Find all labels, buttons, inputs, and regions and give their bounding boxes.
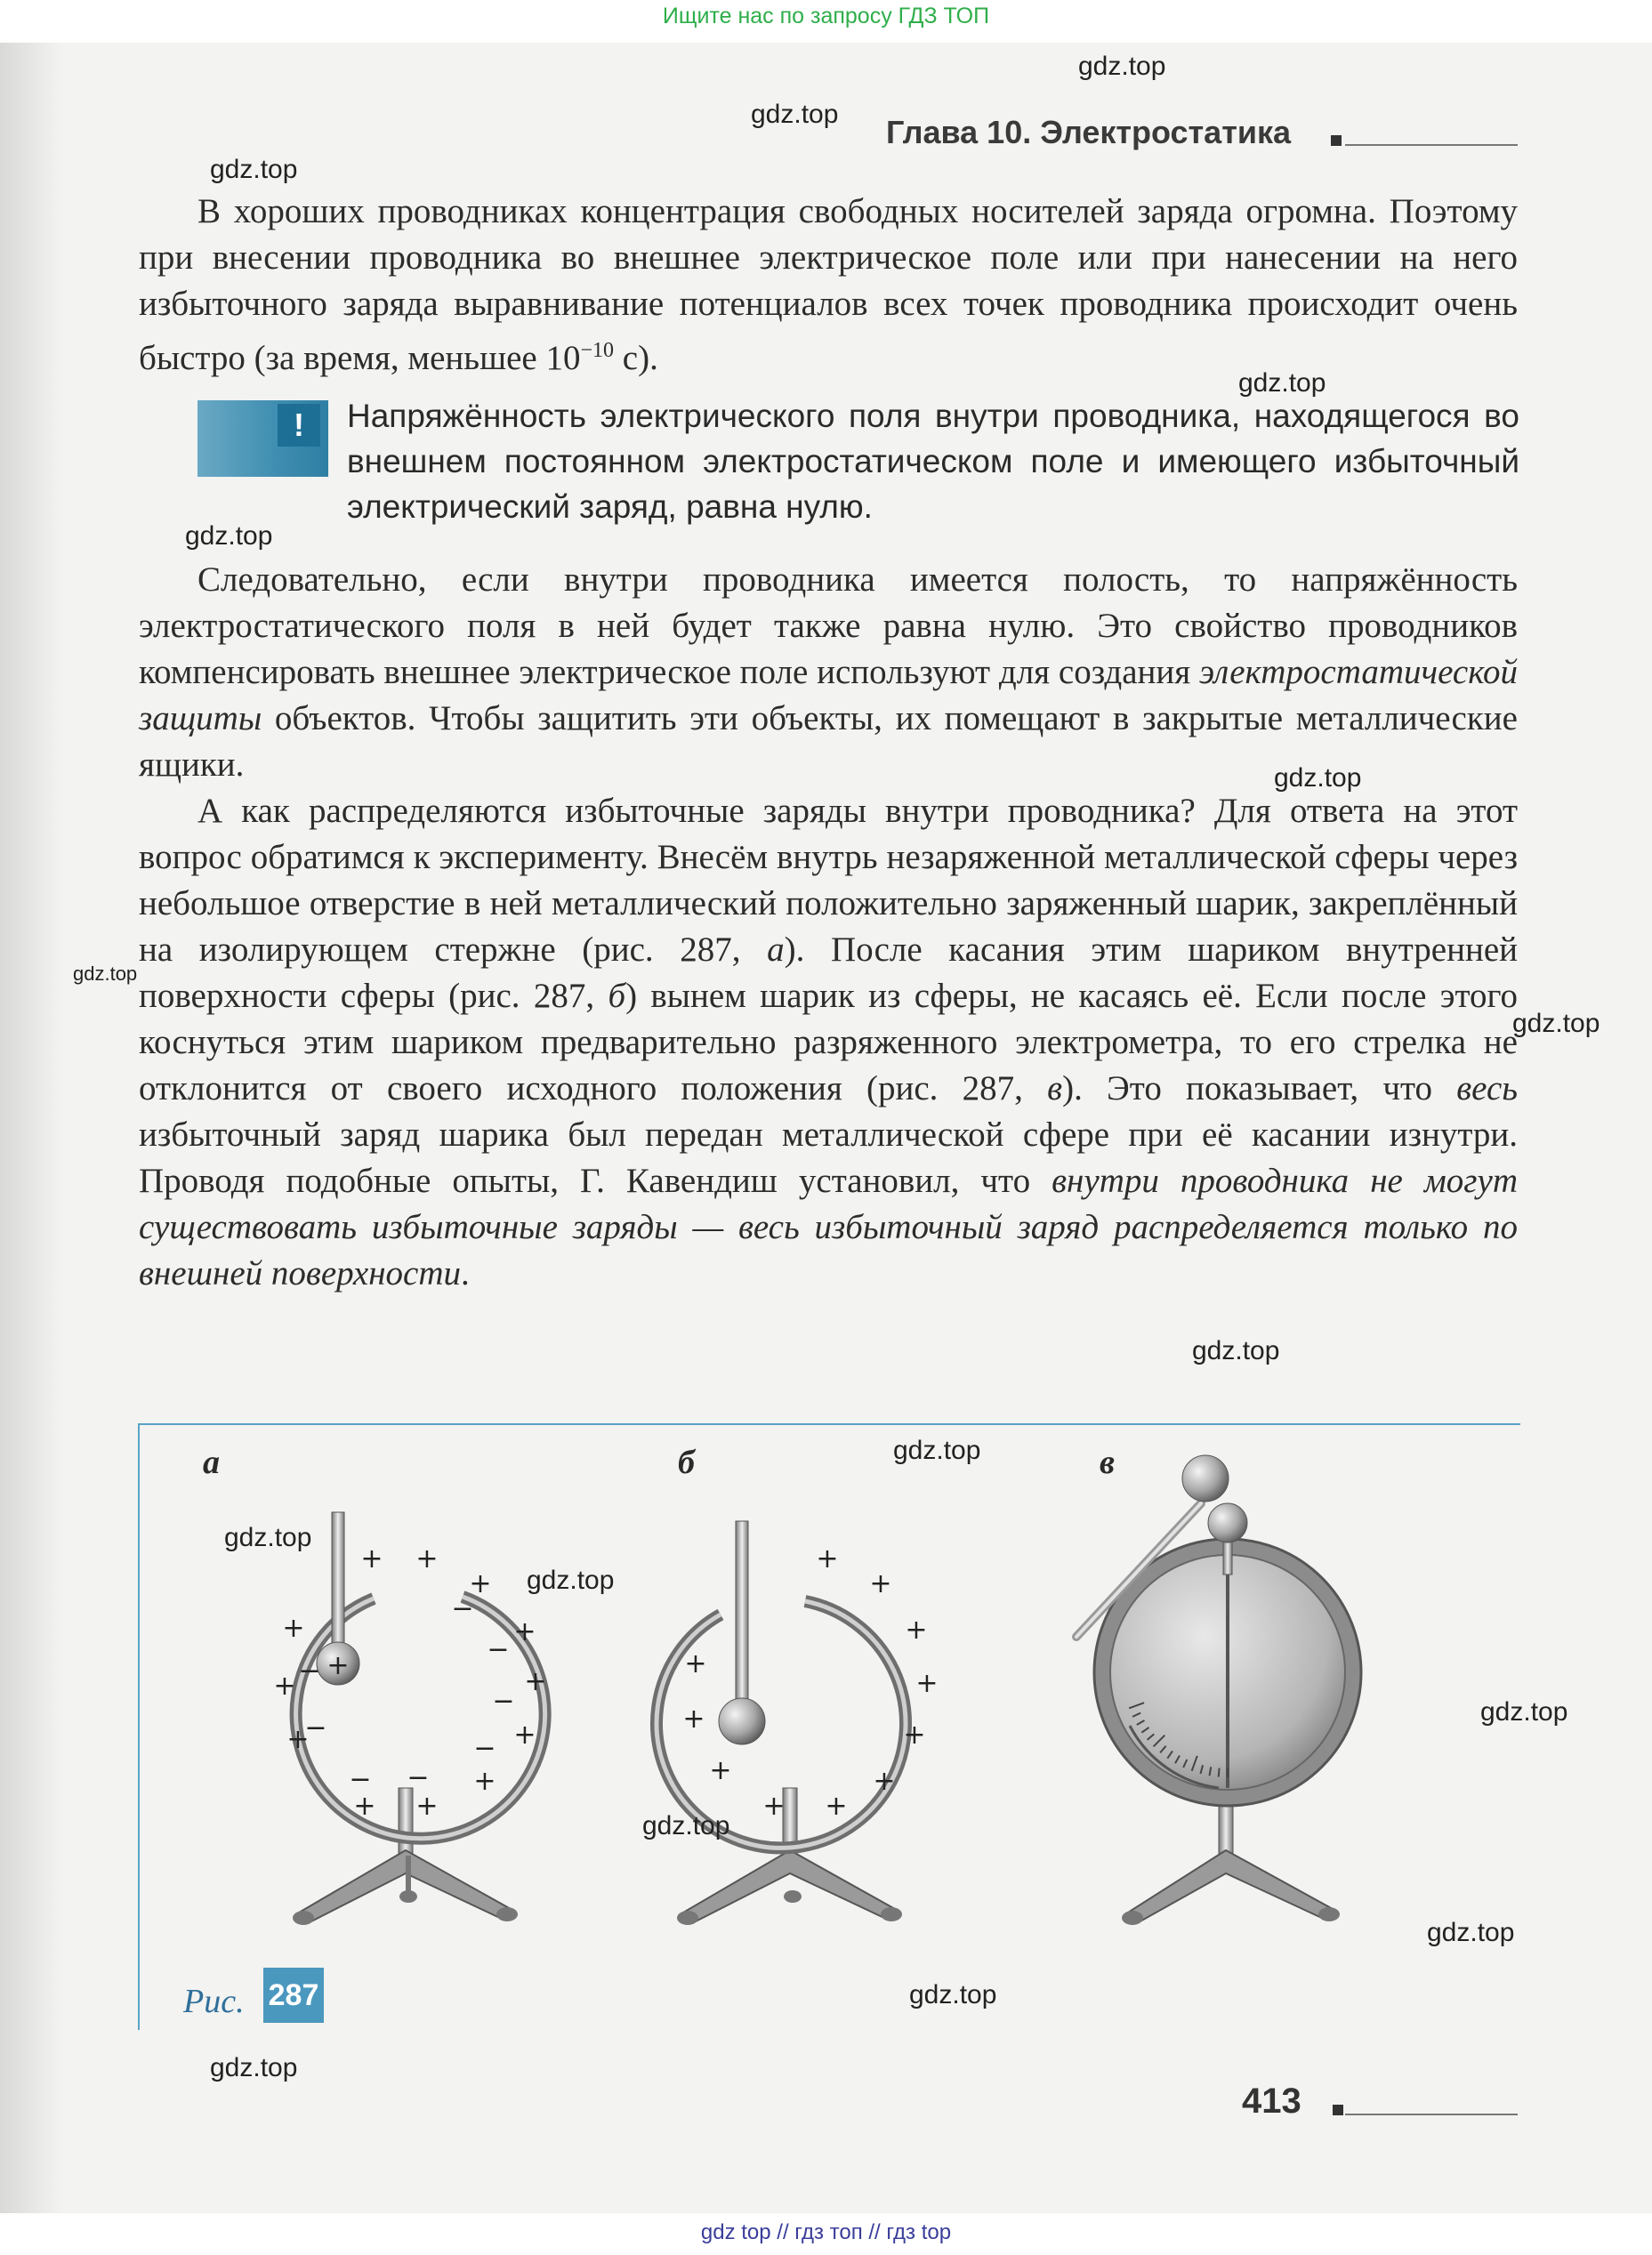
paragraph-1-exponent: −10 (580, 339, 615, 362)
key-statement: Напряжённость электрического поля внутри проводника, находящегося во внешнем постоянном электростатическом поле и имеющего избыточный электрический заряд, равна нулю. (347, 398, 1519, 525)
paragraph-3-text-b: ). После касания этим шариком внутренней поверхности сферы (рис. 287, (139, 930, 1519, 1015)
figure-label-v: в (1100, 1444, 1115, 1481)
plus-charge-sign: + (873, 1766, 896, 1797)
insulating-rod-a (332, 1512, 344, 1655)
plus-charge-sign: + (473, 1766, 496, 1797)
minus-charge-sign: − (304, 1712, 327, 1744)
page-number: 413 (1242, 2082, 1301, 2121)
plus-charge-sign: + (903, 1719, 926, 1751)
paragraph-3-text-e: избыточный заряд шарика был передан металлической сфере при её касании изнутри. Проводя подобные опыты, Г. Кавендиш установил, что (139, 1115, 1518, 1200)
term-electrostatic-shielding: электростатической защиты (139, 653, 1518, 737)
watermark: gdz.top (73, 962, 138, 985)
plus-charge-sign: + (273, 1671, 296, 1702)
plus-charge-sign: + (326, 1650, 350, 1681)
emphasis-all: весь (1456, 1069, 1519, 1107)
watermark: gdz.top (1192, 1336, 1280, 1365)
minus-charge-sign: − (451, 1593, 474, 1624)
paragraph-3-text-d: ). Это показывает, что (1062, 1069, 1457, 1107)
paragraph-2-text-a: Следовательно, если внутри проводника имеется полость, то напряжённость электростатического поля в ней будет также равна нулю. Это свойство проводников компенсировать внешнее электрическое поле используют для создания (139, 560, 1518, 691)
plus-charge-sign: + (360, 1543, 383, 1574)
watermark: gdz.top (1512, 1009, 1600, 1038)
minus-charge-sign: − (492, 1686, 515, 1717)
stand-a (293, 1788, 518, 1925)
figure-caption-number: 287 (263, 1968, 324, 2023)
footer-links[interactable]: gdz top // гдз топ // гдз top (700, 2220, 952, 2244)
ref-fig-a: а (767, 930, 785, 969)
ref-fig-b: б (608, 977, 626, 1015)
watermark: gdz.top (1480, 1697, 1568, 1727)
minus-charge-sign: − (487, 1634, 510, 1665)
figure-caption-word: Рис. (183, 1983, 245, 2020)
plus-charge-sign: + (709, 1755, 732, 1786)
watermark: gdz.top (893, 1436, 981, 1465)
paragraph-2-text-b: объектов. Чтобы защитить эти объекты, их помещают в закрытые металлические ящики. (139, 699, 1518, 784)
plus-charge-sign: + (415, 1543, 439, 1574)
plus-charge-sign: + (513, 1616, 536, 1647)
watermark: gdz.top (1078, 52, 1166, 81)
plus-charge-sign: + (513, 1719, 536, 1751)
exclamation-icon: ! (278, 404, 320, 447)
minus-charge-sign: − (349, 1764, 372, 1795)
ball-touching-sphere-b (719, 1698, 765, 1744)
minus-charge-sign: − (407, 1762, 430, 1793)
watermark: gdz.top (185, 521, 273, 551)
paragraph-1-text: В хороших проводниках концентрация свободных носителей заряда огромна. Поэтому при внесении проводника во внешнее электрическое поле или при нанесении на него избыточного заряда выравнивание потенциалов всех точек проводника происходит очень быстро (за время, меньшее 10 (139, 192, 1518, 377)
watermark: gdz.top (1427, 1918, 1515, 1947)
watermark: gdz.top (1274, 763, 1362, 793)
plus-charge-sign: + (286, 1724, 310, 1755)
watermark: gdz.top (751, 100, 839, 129)
figure-label-a: а (203, 1444, 220, 1481)
plus-charge-sign: + (415, 1791, 439, 1822)
plus-charge-sign: + (869, 1568, 892, 1599)
plus-charge-sign: + (825, 1791, 848, 1822)
plus-charge-sign: + (524, 1666, 547, 1697)
watermark: gdz.top (642, 1811, 730, 1840)
insulating-rod-b (736, 1521, 748, 1708)
watermark: gdz.top (210, 2053, 298, 2082)
watermark: gdz.top (527, 1566, 615, 1595)
top-banner[interactable]: Ищите нас по запросу ГДЗ ТОП (662, 4, 990, 28)
paragraph-3-text-f: . (461, 1254, 470, 1293)
figure-label-b: б (678, 1444, 695, 1481)
plus-charge-sign: + (915, 1668, 939, 1699)
plus-charge-sign: + (762, 1791, 786, 1822)
page-number-rule (1345, 2114, 1518, 2115)
paragraph-3-text-a: А как распределяются избыточные заряды внутри проводника? Для ответа на этот вопрос обратимся к эксперименту. Внесём внутрь незаряженной металлической сферы через небольшое отверстие в ней металлический положительно заряженный шарик, закреплённый на изолирующем стержне (рис. 287, (139, 792, 1518, 969)
minus-charge-sign: − (473, 1733, 496, 1764)
paragraph-1-end: с). (614, 339, 658, 377)
chapter-title: Глава 10. Электростатика (886, 114, 1291, 150)
plus-charge-sign: + (905, 1615, 928, 1646)
page-number-square-marker (1333, 2105, 1343, 2115)
paragraph-3-text-c: ) вынем шарик из сферы, не касаясь её. Если после этого коснуться этим шариком предварительно разряженного электрометра, то его стрелка не отклонится от своего исходного положения (рис. 287, (139, 977, 1519, 1107)
minus-charge-sign: − (298, 1655, 321, 1687)
plus-charge-sign: + (682, 1703, 705, 1735)
plus-charge-sign: + (469, 1568, 492, 1599)
plus-charge-sign: + (684, 1648, 707, 1679)
ref-fig-v: в (1047, 1069, 1063, 1107)
scale-tick (1219, 1768, 1220, 1777)
watermark: gdz.top (1238, 368, 1326, 398)
watermark: gdz.top (224, 1523, 312, 1552)
emphasis-cavendish-conclusion: внутри проводника не могут существовать избыточные заряды — весь избыточный заряд распределяется только по внешней поверхности (139, 1162, 1518, 1293)
watermark: gdz.top (210, 155, 298, 184)
plus-charge-sign: + (353, 1791, 376, 1822)
watermark: gdz.top (909, 1980, 997, 2009)
plus-charge-sign: + (816, 1543, 839, 1574)
plus-charge-sign: + (282, 1613, 305, 1644)
electrometer (1076, 1455, 1361, 1925)
